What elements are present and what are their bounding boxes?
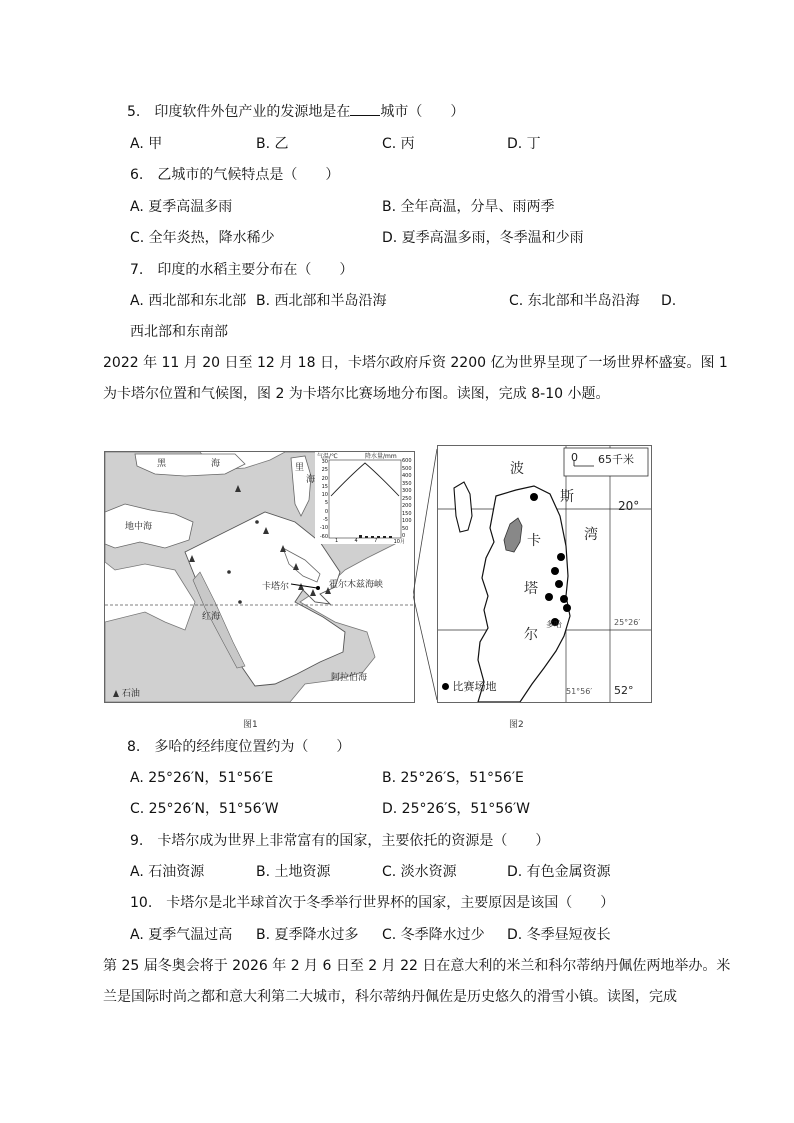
q10-option-a: A. 夏季气温过高 [130, 927, 233, 943]
fig2-lon-52: 52° [614, 684, 634, 697]
precip-tick: 400 [402, 473, 412, 479]
q6-option-a: A. 夏季高温多雨 [130, 199, 233, 215]
temp-tick: 0 [324, 508, 328, 515]
fig1-label-caspian-1: 里 [295, 463, 305, 473]
figure2-map-svg [438, 446, 651, 702]
q5-option-a: A. 甲 [130, 136, 163, 152]
precip-tick: 150 [402, 510, 412, 517]
temp-tick: 20 [321, 475, 328, 482]
fig2-label-doha: 多哈 [546, 620, 562, 629]
fig2-label-ta: 塔 [524, 581, 538, 597]
fig2-lon-5156: 51°56′ [566, 687, 593, 696]
q5-blank [350, 103, 380, 116]
precip-tick: 200 [402, 503, 412, 509]
precip-tick: 50 [402, 525, 409, 532]
climate-temp-title: 气温/℃ [317, 453, 338, 460]
q10-stem: 10. 卡塔尔是北半球首次于冬季举行世界杯的国家，主要原因是该国（ ） [130, 895, 615, 911]
fig1-label-caspian-2: 海 [306, 475, 316, 485]
fig1-label-red-sea: 红海 [202, 612, 221, 622]
q8-option-b: B. 25°26′S，51°56′E [382, 770, 524, 786]
oil-legend-icon [113, 690, 119, 697]
precip-tick: 500 [402, 465, 412, 472]
temp-tick: 30 [321, 459, 328, 465]
precip-tick: 350 [402, 480, 412, 487]
precip-tick: 300 [402, 488, 412, 494]
q5-stem-pre: 5. 印度软件外包产业的发源地是在 [127, 104, 351, 120]
q5-option-c: C. 丙 [382, 136, 415, 152]
temp-tick: 5 [324, 500, 328, 507]
q9-option-a: A. 石油资源 [130, 864, 205, 880]
fig2-label-ka: 卡 [527, 533, 541, 549]
temp-tick: -5 [323, 517, 328, 524]
passage1-line1: 2022 年 11 月 20 日至 12 月 18 日，卡塔尔政府斥资 2200 亿为世界呈现了一场世界杯盛宴。图 1 [103, 355, 728, 371]
stadium-legend-icon [442, 683, 449, 690]
precip-tick: 100 [402, 518, 412, 524]
temp-tick: -10 [319, 525, 328, 532]
q6-option-d: D. 夏季高温多雨，冬季温和少雨 [382, 230, 584, 246]
fig2-scale-zero: 0 [571, 451, 578, 464]
q6-option-b: B. 全年高温，分旱、雨两季 [382, 199, 555, 215]
figure2-caption: 图2 [509, 720, 524, 730]
q10-option-c: C. 冬季降水过少 [382, 927, 485, 943]
q6-stem: 6. 乙城市的气候特点是（ ） [130, 167, 340, 183]
temp-tick: 25 [321, 467, 328, 474]
q7-option-d: D. [661, 293, 677, 309]
x-tick: 4 [354, 538, 358, 544]
precip-tick: 0 [402, 533, 406, 539]
q7-stem: 7. 印度的水稻主要分布在（ ） [130, 262, 354, 278]
fig1-label-mediterranean: 地中海 [125, 522, 153, 532]
figure1-map [104, 451, 415, 703]
q10-option-d: D. 冬季昼短夜长 [507, 927, 611, 943]
climate-x-ticks [335, 538, 405, 545]
precip-tick: 250 [402, 495, 412, 502]
fig2-label-wan: 湾 [584, 527, 598, 543]
fig2-legend-stadium-text: 比赛场地 [452, 680, 497, 693]
x-tick: 10月 [393, 539, 405, 545]
climate-chart-svg [315, 451, 415, 544]
q7-option-c: C. 东北部和半岛沿海 [509, 293, 640, 309]
q8-option-d: D. 25°26′S，51°56′W [382, 801, 531, 817]
climate-chart [315, 451, 415, 544]
q8-option-a: A. 25°26′N，51°56′E [130, 770, 274, 786]
q5-option-b: B. 乙 [256, 136, 289, 152]
q5-stem [127, 103, 464, 121]
x-tick: 1 [335, 538, 339, 544]
passage2-line1: 第 25 届冬奥会将于 2026 年 2 月 6 日至 2 月 22 日在意大利的米兰和科尔蒂纳丹佩佐两地举办。米 [103, 958, 731, 974]
fig2-scale: 65千米 [598, 453, 634, 466]
q10-option-b: B. 夏季降水过多 [256, 927, 359, 943]
temp-tick: 10 [321, 492, 328, 499]
climate-temp-ticks [316, 458, 328, 541]
temp-tick: -60 [319, 533, 328, 540]
fig2-label-si: 斯 [560, 489, 574, 505]
q8-option-c: C. 25°26′N，51°56′W [130, 801, 279, 817]
fig2-lat-20: 20° [618, 499, 640, 513]
passage2-line2: 兰是国际时尚之都和意大利第二大城市，科尔蒂纳丹佩佐是历史悠久的滑雪小镇。读图，完成 [103, 989, 677, 1005]
fig1-label-black-sea-2: 海 [211, 459, 221, 469]
fig2-lat-2526: 25°26′ [614, 618, 641, 627]
fig2-legend-stadium [442, 678, 497, 694]
fig1-label-arabian-sea: 阿拉伯海 [331, 673, 368, 683]
fig2-label-bo: 波 [510, 461, 524, 477]
q6-option-c: C. 全年炎热，降水稀少 [130, 230, 275, 246]
q9-option-d: D. 有色金属资源 [507, 864, 611, 880]
fig1-legend-oil [113, 686, 140, 699]
q9-option-b: B. 土地资源 [256, 864, 331, 880]
fig1-legend-oil-text: 石油 [121, 689, 140, 699]
q7-option-a: A. 西北部和东北部 [130, 293, 247, 309]
figure2-map [437, 445, 652, 703]
passage1-line2: 为卡塔尔位置和气候图，图 2 为卡塔尔比赛场地分布图。读图，完成 8-10 小题。 [103, 386, 610, 402]
fig1-label-hormuz: 霍尔木兹海峡 [329, 580, 384, 590]
q9-stem: 9. 卡塔尔成为世界上非常富有的国家，主要依托的资源是（ ） [130, 833, 550, 849]
x-tick: 7 [374, 538, 378, 544]
temp-tick: 15 [321, 483, 328, 490]
figure1-caption: 图1 [243, 720, 258, 730]
q7-option-d-cont: 西北部和东南部 [130, 324, 228, 340]
q7-option-b: B. 西北部和半岛沿海 [256, 293, 387, 309]
fig2-label-er: 尔 [524, 627, 538, 643]
fig1-label-qatar: 卡塔尔 [262, 582, 290, 592]
q8-stem: 8. 多哈的经纬度位置约为（ ） [127, 739, 351, 755]
climate-precip-title: 降水量/mm [365, 453, 397, 460]
q5-option-d: D. 丁 [507, 136, 541, 152]
q5-stem-post: 城市（ ） [380, 104, 465, 120]
fig1-label-black-sea-1: 黑 [157, 459, 167, 469]
precip-tick: 600 [402, 458, 412, 464]
q9-option-c: C. 淡水资源 [382, 864, 457, 880]
